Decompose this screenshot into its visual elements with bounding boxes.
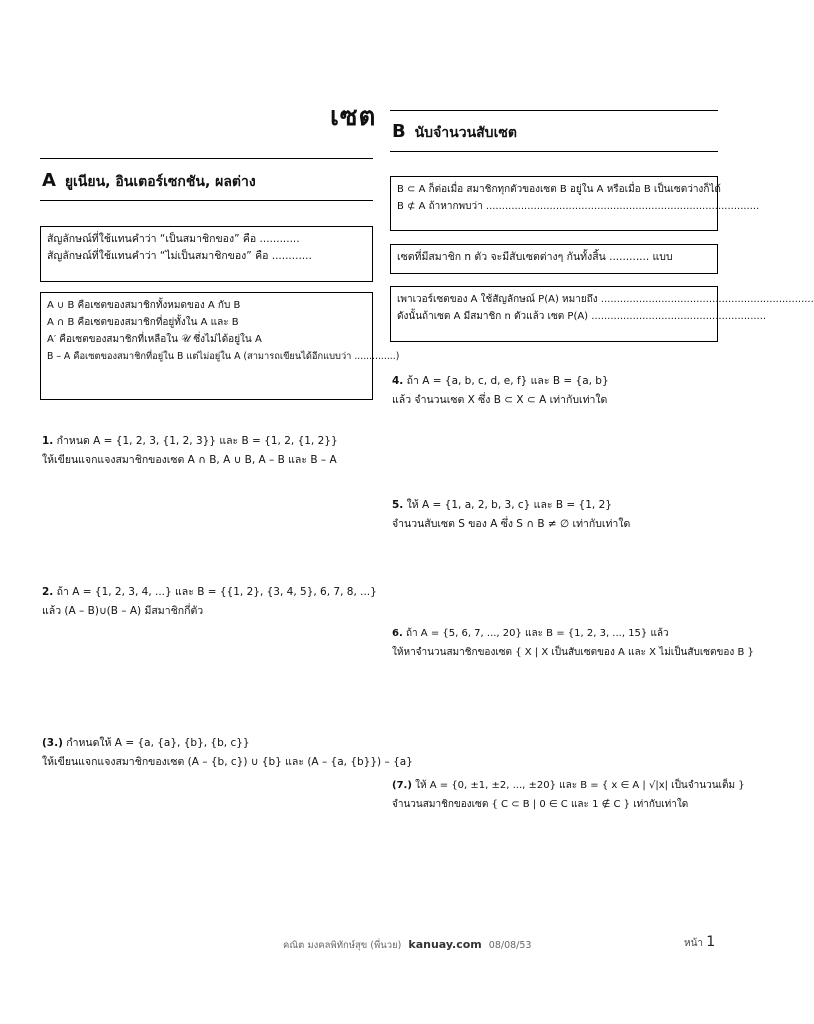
page-label: หน้า: [684, 938, 704, 949]
section-a-letter: A: [42, 170, 56, 191]
footer-author: คณิต มงคลพิทักษ์สุข (พี่นวย): [283, 940, 402, 951]
problem-line: ให้ A = {0, ±1, ±2, ..., ±20} และ B = { x ∈ A | √|x| เป็นจำนวนเต็ม }: [415, 780, 745, 791]
box-line: สัญลักษณ์ที่ใช้แทนคำว่า “ไม่เป็นสมาชิกของ” คือ ............: [47, 250, 312, 262]
box-line: เซตที่มีสมาชิก n ตัว จะมีสับเซตต่างๆ กันทั้งสิ้น ............ แบบ: [397, 251, 673, 263]
problem-line: จำนวนสมาชิกของเซต { C ⊂ B | 0 ∈ C และ 1 ∉ C } เท่ากับเท่าใด: [392, 799, 689, 810]
page-indicator: [684, 934, 715, 951]
box-line: A ∩ B คือเซตของสมาชิกที่อยู่ทั้งใน A และ B: [47, 317, 239, 328]
box-line: B ⊂ A ก็ต่อเมื่อ สมาชิกทุกตัวของเซต B อยู่ใน A หรือเมื่อ B เป็นเซตว่างก็ได้: [397, 184, 721, 195]
section-a-bottom-rule: [40, 200, 373, 201]
problem-6: [392, 624, 754, 662]
membership-symbols-box: [40, 226, 373, 282]
problem-4: [392, 372, 609, 410]
problem-line: กำหนด A = {1, 2, 3, {1, 2, 3}} และ B = {1, 2, {1, 2}}: [56, 435, 338, 447]
section-a-title: ยูเนียน, อินเตอร์เซกชัน, ผลต่าง: [64, 174, 256, 190]
footer-date: 08/08/53: [488, 940, 532, 951]
footer: [283, 938, 531, 953]
problem-number: (7.): [392, 780, 412, 791]
problem-line: ให้หาจำนวนสมาชิกของเซต { X | X เป็นสับเซตของ A และ X ไม่เป็นสับเซตของ B }: [392, 647, 754, 658]
page-number: 1: [706, 934, 716, 950]
problem-line: กำหนดให้ A = {a, {a}, {b}, {b, c}}: [66, 737, 250, 749]
section-b-letter: B: [392, 121, 406, 142]
problem-line: ให้ A = {1, a, 2, b, 3, c} และ B = {1, 2}: [406, 499, 612, 511]
problem-line: แล้ว จำนวนเซต X ซึ่ง B ⊂ X ⊂ A เท่ากับเท่าใด: [392, 394, 608, 406]
problem-number: 1.: [42, 435, 54, 447]
problem-2: [42, 583, 377, 621]
section-b-title: นับจำนวนสับเซต: [414, 125, 517, 141]
section-b-bottom-rule: [390, 151, 718, 152]
problem-line: ถ้า A = {5, 6, 7, ..., 20} และ B = {1, 2, 3, ..., 15} แล้ว: [405, 628, 669, 639]
section-b-top-rule: [390, 110, 718, 111]
problem-line: ให้เขียนแจกแจงสมาชิกของเซต (A – {b, c}) ∪ {b} และ (A – {a, {b}}) – {a}: [42, 756, 413, 768]
section-a-heading: [42, 170, 256, 193]
problem-number: 4.: [392, 375, 404, 387]
problem-5: [392, 496, 630, 534]
problem-1: [42, 432, 338, 470]
box-line: สัญลักษณ์ที่ใช้แทนคำว่า “เป็นสมาชิกของ” คือ ............: [47, 233, 300, 245]
power-set-box: [390, 286, 814, 342]
problem-line: แล้ว (A – B)∪(B – A) มีสมาชิกกี่ตัว: [42, 605, 204, 617]
box-line: B ⊄ A ถ้าหากพบว่า ......................................................................................: [397, 201, 760, 212]
subset-definition-box: [390, 176, 760, 231]
subset-count-box: [390, 244, 718, 274]
problem-line: ให้เขียนแจกแจงสมาชิกของเซต A ∩ B, A ∪ B, A – B และ B – A: [42, 454, 337, 466]
box-line: A′ คือเซตของสมาชิกที่เหลือใน 𝒰 ซึ่งไม่ได้อยู่ใน A: [47, 334, 262, 345]
section-a-top-rule: [40, 158, 373, 159]
box-line: ดังนั้นถ้าเซต A มีสมาชิก n ตัวแล้ว เซต P(A) .......................................................: [397, 311, 767, 322]
problem-7: [392, 776, 745, 814]
problem-number: 6.: [392, 628, 403, 639]
footer-site: kanuay.com: [408, 938, 482, 951]
problem-line: จำนวนสับเซต S ของ A ซึ่ง S ∩ B ≠ ∅ เท่ากับเท่าใด: [392, 518, 631, 530]
problem-line: ถ้า A = {1, 2, 3, 4, ...} และ B = {{1, 2}, {3, 4, 5}, 6, 7, 8, ...}: [56, 586, 377, 598]
box-line: เพาเวอร์เซตของ A ใช้สัญลักษณ์ P(A) หมายถึง ...................................................................: [397, 294, 814, 305]
page-title: เซต: [330, 102, 377, 132]
problem-number: 2.: [42, 586, 54, 598]
problem-number: 5.: [392, 499, 404, 511]
problem-line: ถ้า A = {a, b, c, d, e, f} และ B = {a, b}: [406, 375, 609, 387]
problem-3: [42, 734, 413, 772]
set-operations-box: [40, 292, 400, 400]
box-line: A ∪ B คือเซตของสมาชิกทั้งหมดของ A กับ B: [47, 300, 241, 311]
problem-number: (3.): [42, 737, 63, 749]
box-line: B – A คือเซตของสมาชิกที่อยู่ใน B แต่ไม่อยู่ใน A (สามารถเขียนได้อีกแบบว่า ..............): [47, 351, 400, 362]
section-b-heading: [392, 121, 517, 144]
